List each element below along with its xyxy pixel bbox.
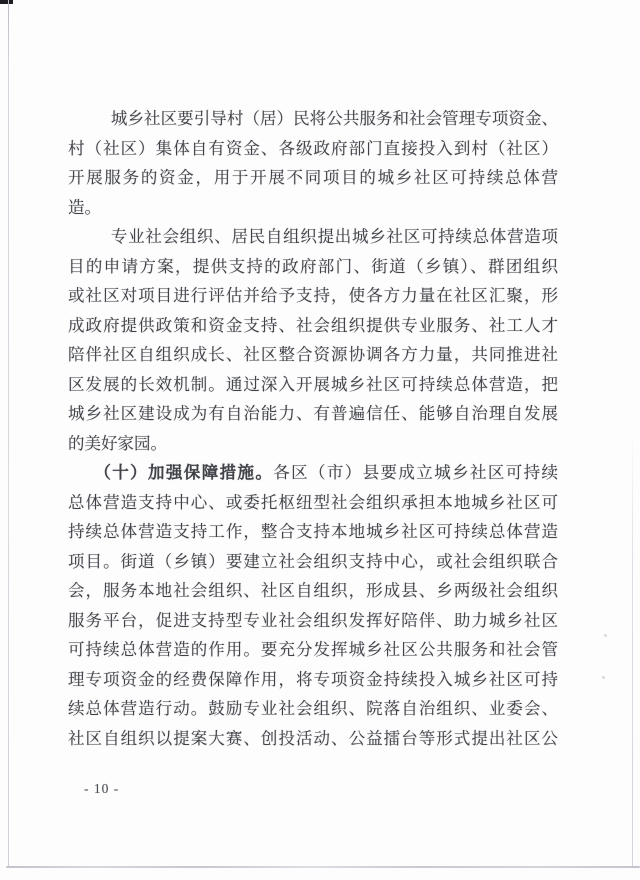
text-line: 开展服务的资金，用于开展不同项目的城乡社区可持续总体营 xyxy=(68,168,558,187)
paragraph-2 xyxy=(68,222,558,458)
paragraph-3 xyxy=(68,458,558,753)
scan-speck xyxy=(602,676,605,679)
text-line: 社区自组织以提案大赛、创投活动、公益擂台等形式提出社区公 xyxy=(68,728,558,748)
text-line: 服务平台，促进支持型专业社会组织发挥好陪伴、助力城乡社区 xyxy=(68,610,558,630)
page-number: - 10 - xyxy=(84,781,120,796)
section-heading: （十）加强保障措施。 xyxy=(94,463,274,482)
scan-speck xyxy=(604,634,607,637)
text-line: 可持续总体营造的作用。要充分发挥城乡社区公共服务和社会管 xyxy=(68,640,558,659)
text-line: 专业社会组织、居民自组织提出城乡社区可持续总体营造项 xyxy=(110,227,558,246)
text-line: 或社区对项目进行评估并给予支持，使各方力量在社区汇聚，形 xyxy=(68,286,558,305)
scan-edge-right xyxy=(632,430,633,868)
text-line: 会，服务本地社会组织、社区自组织，形成县、乡两级社会组织 xyxy=(68,581,558,600)
text-line: 持续总体营造支持工作，整合支持本地城乡社区可持续总体营造 xyxy=(68,522,558,541)
text-line: 城乡社区建设成为有自治能力、有普遍信任、能够自治理自发展 xyxy=(68,404,558,423)
text-line xyxy=(68,458,558,488)
scan-edge-bottom xyxy=(6,866,640,868)
text-line: 项目。街道（乡镇）要建立社会组织支持中心，或社会组织联合 xyxy=(68,551,558,571)
text-run: 各区（市）县要成立城乡社区可持续 xyxy=(273,463,559,482)
text-line: 成政府提供政策和资金支持、社会组织提供专业服务、社工人才 xyxy=(68,315,558,335)
text-line: 陪伴社区自组织成长、社区整合资源协调各方力量，共同推进社 xyxy=(68,345,558,364)
text-line: 总体营造支持中心、或委托枢纽型社会组织承担本地城乡社区可 xyxy=(68,492,558,512)
text-line: 村（社区）集体自有资金、各级政府部门直接投入到村（社区） xyxy=(68,138,558,158)
text-line: 续总体营造行动。鼓励专业社会组织、院落自治组织、业委会、 xyxy=(68,699,558,718)
scan-edge-left xyxy=(8,0,9,868)
document-text-block xyxy=(68,104,558,753)
paragraph-1 xyxy=(68,104,558,222)
text-line: 区发展的长效机制。通过深入开展城乡社区可持续总体营造，把 xyxy=(68,374,558,394)
text-line: 理专项资金的经费保障作用，将专项资金持续投入城乡社区可持 xyxy=(68,669,558,689)
text-line: 目的申请方案，提供支持的政府部门、街道（乡镇）、群团组织 xyxy=(68,256,558,276)
text-line: 造。 xyxy=(68,197,101,217)
text-line: 的美好家园。 xyxy=(68,433,167,453)
scan-corner-mark xyxy=(0,0,13,4)
text-line: 城乡社区要引导村（居）民将公共服务和社会管理专项资金、 xyxy=(110,109,558,128)
